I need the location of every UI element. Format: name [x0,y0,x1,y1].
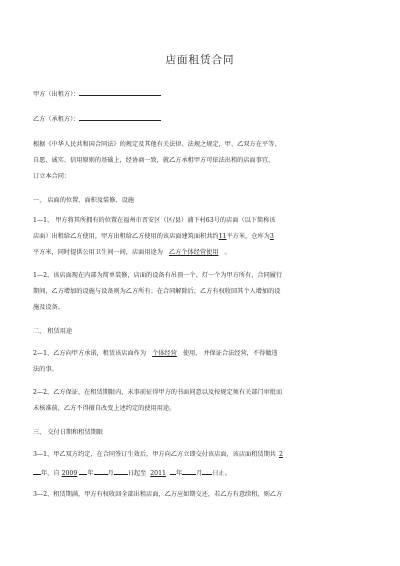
start-year-value: 2009 [61,470,78,477]
clause-3-2-line-1: 3—2、租赁期满，甲方有权收回全部出租店面，乙方应如期交还，若乙方有意续租，则乙方 [33,491,283,498]
date-text-g: 日止。 [212,470,231,477]
start-day-blank [114,467,128,475]
date-text-e: 年 [176,470,183,477]
section-2-heading: 二、 租赁用途 [33,328,73,335]
intro-line-3: 订立本合同： [33,173,71,180]
date-text-d: 日起至 [127,470,147,477]
end-year-value: 2011 [150,470,166,477]
section-1-heading: 一、 店面的位置、面积及装修、设施 [33,197,134,204]
clause-1-1-line-1: 1—1、 甲方将其所拥有的位置在福州市晋安区（区/县）浦下村63号的店面（以下简称该 [33,217,276,224]
party-b-label: 乙方（承租方）： [33,116,80,123]
usage-value: 乙方个体经营使用 [168,249,219,256]
party-a-line [33,88,373,99]
clause-2-2-line-1: 2—2、乙方保证，在租赁期限内，未事前征得甲方的书面同意以及按规定须有关部门审批而 [33,389,283,396]
clause-2-1-line-1 [33,350,373,358]
party-a-label: 甲方（出租方）： [33,91,80,98]
lease-years-value: 2 [279,451,283,458]
clause-1-1-text-c: 平方米，同时提供公用卫生间一间，店面用途为 [33,249,163,256]
clause-1-2-line-2: 期间，乙方增加的设施与设备则为乙方所有；在合同解除后，乙方有权收回其个人增加的设 [33,288,281,295]
document-title: 店面租赁合同 [165,54,235,66]
party-a-blank [79,88,161,96]
party-b-blank [79,113,161,121]
intro-line-2: 自愿、诚实、信用原则的基础上，经协商一致，就乙方承租甲方可依法出租的店面事宜， [33,157,275,164]
area-value: 11 [218,233,227,240]
section-3-heading: 三、 交付日期和租赁期限 [33,429,104,436]
clause-3-1-line-1 [33,451,373,459]
clause-2-2-line-2: 未核准前，乙方不得擅自改变上述约定的使用用途。 [33,405,176,412]
clause-3-1-line-2 [33,467,373,478]
clause-1-1-text-a: 店面）出租给乙方使用，甲方出租给乙方使用的该店面建筑面积共约 [33,233,219,240]
clause-1-2-line-3: 施及设备。 [33,304,64,311]
date-text-a: 年，自 [41,470,60,477]
end-day-blank [202,467,212,475]
end-month-blank [182,467,196,475]
party-b-line [33,113,373,124]
clause-1-1-line-2 [33,233,373,241]
clause-1-2-line-1: 1—2、该店面现在内部为简单装修，店面的设备有吊顶一个、灯一个为甲方所有，合同履行 [33,272,283,279]
purpose-value: 个体经营 [152,350,177,357]
warehouse-value: 3 [269,233,274,240]
date-text-f: 月 [196,470,203,477]
clause-2-1-text-a: 2—1、乙方向甲方承诺，租赁该店面作为 [33,350,147,357]
clause-1-1-text-d: 。 [224,249,231,256]
clause-2-1-text-b: 使用， 并保证合法经营，不得做违 [182,350,278,357]
blank-pre [33,467,41,475]
clause-1-1-text-b: 平方米，仓库为 [226,233,270,240]
intro-line-1: 根据《中华人民共和国合同法》的规定及其他有关法律、法规之规定，甲、乙双方在平等、 [33,141,281,148]
clause-3-1-text-a: 3—1、甲乙双方约定，在合同签订生效后，甲方向乙方立即交付该店面，该店面租赁期共 [33,451,276,458]
start-month-blank [94,467,108,475]
date-text-b: 年 [87,470,94,477]
clause-1-1-line-3 [33,249,373,257]
date-text-c: 月 [107,470,114,477]
clause-2-1-line-2: 法的事。 [33,366,58,373]
